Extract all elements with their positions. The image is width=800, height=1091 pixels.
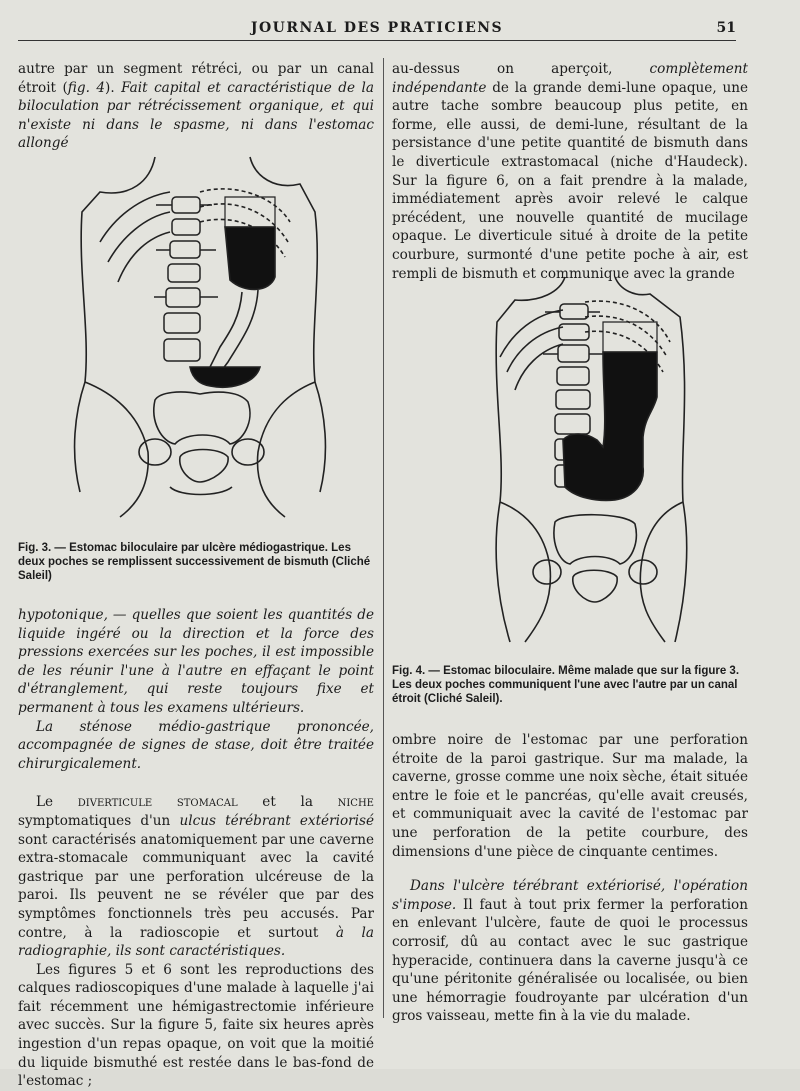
right-top-text: au-dessus on aperçoit, complètement indépendante de la grande demi-lune opaque, une autre tache sombre beaucoup plus petite, en forme, elle aussi, de demi-lune, résultant de la persistance d'une petite quantité de bismuth dans le diverticule extrastomacal (niche d'Haudeck). Sur la figure 6, on a fait prendre à la malade, immédiatement après avoir relevé le calque précédent, une nouvelle quantité de mucilage opaque. Le diverticule situé à droite de la petite courbure, surmonté d'une petite poche à air, est rempli de bismuth et communique avec la grande [392, 61, 748, 282]
running-header [18, 20, 736, 41]
stenose-paragraph: La sténose médio-gastrique prononcée, accompagnée de signes de stase, doit être traitée chirurgicalement. [18, 718, 374, 772]
column-divider [383, 58, 384, 1018]
left-body-text [18, 606, 374, 1091]
figures-paragraph: Les figures 5 et 6 sont les reproductions des calques radioscopiques d'une malade à laquelle j'ai fait récemment une hémigastrectomie inférieure avec succès. Sur la figure 5, faite six heures après ingestion d'un repas opaque, on voit que la moitié du liquide bismuthé est restée dans le bas-fond de l'estomac ; [18, 961, 374, 1090]
figure-4-caption: Fig. 4. — Estomac biloculaire. Même malade que sur la figure 3. Les deux poches communiquent l'une avec l'autre par un canal étroit (Cliché Saleil). [392, 665, 740, 705]
diverticule-paragraph: Le diverticule stomacal et la niche symptomatiques d'un ulcus térébrant extériorisé sont caractérisés anatomiquement par une caverne extra-stomacale communiquant avec la cavité gastrique par une perforation ulcéreuse de la paroi. Ils peuvent ne se révéler que par des symptômes fonctionnels très peu accusés. Par contre, à la radioscopie et surtout à la radiographie, ils sont caractéristiques. [18, 794, 374, 960]
ulcere-paragraph: Dans l'ulcère térébrant extériorisé, l'opération s'impose. Il faut à tout prix fermer la perforation en enlevant l'ulcère, faute de quoi le processus corrosif, dû au contact avec le suc gastrique hyperacide, continuera dans la caverne jusqu'à ce qu'une péritonite généralisée ou localisée, ou bien une hémorragie foudroyante par ulcération d'un gros vaisseau, mette fin à la vie du malade. [392, 878, 748, 1025]
figure-3-illustration [60, 152, 350, 527]
intro-text: autre par un segment rétréci, ou par un canal étroit (fig. 4). Fait capital et caractéristique de la biloculation par rétrécissement organique, et qui n'existe ni dans le spasme, ni dans l'estomac allongé [18, 61, 374, 152]
ombre-paragraph: ombre noire de l'estomac par une perforation étroite de la paroi gastrique. Sur ma malade, la caverne, grosse comme une noix sèche, était située entre le foie et le pancréas, qu'elle avait creusés, et communiquait avec la cavité de l'estomac par une perforation de la petite courbure, des dimensions d'une pièce de cinquante centimes. [392, 732, 748, 860]
journal-title: JOURNAL DES PRATICIENS [250, 20, 504, 36]
figure-4-illustration [485, 272, 705, 650]
page-number: 51 [716, 20, 736, 36]
figure-3-caption: Fig. 3. — Estomac biloculaire par ulcère médiogastrique. Les deux poches se remplissent successivement de bismuth (Cliché Saleil) [18, 542, 371, 582]
right-top-paragraph [392, 60, 748, 283]
right-body-text [392, 731, 748, 1026]
hypotonique-paragraph: hypotonique, — quelles que soient les quantités de liquide ingéré ou la direction et la force des pressions exercées sur les poches, il est impossible de les réunir l'une à l'autre en effaçant le point d'étranglement, qui reste toujours fixe et permanent à tous les examens ultérieurs. [18, 607, 374, 716]
left-intro-paragraph [18, 60, 374, 153]
